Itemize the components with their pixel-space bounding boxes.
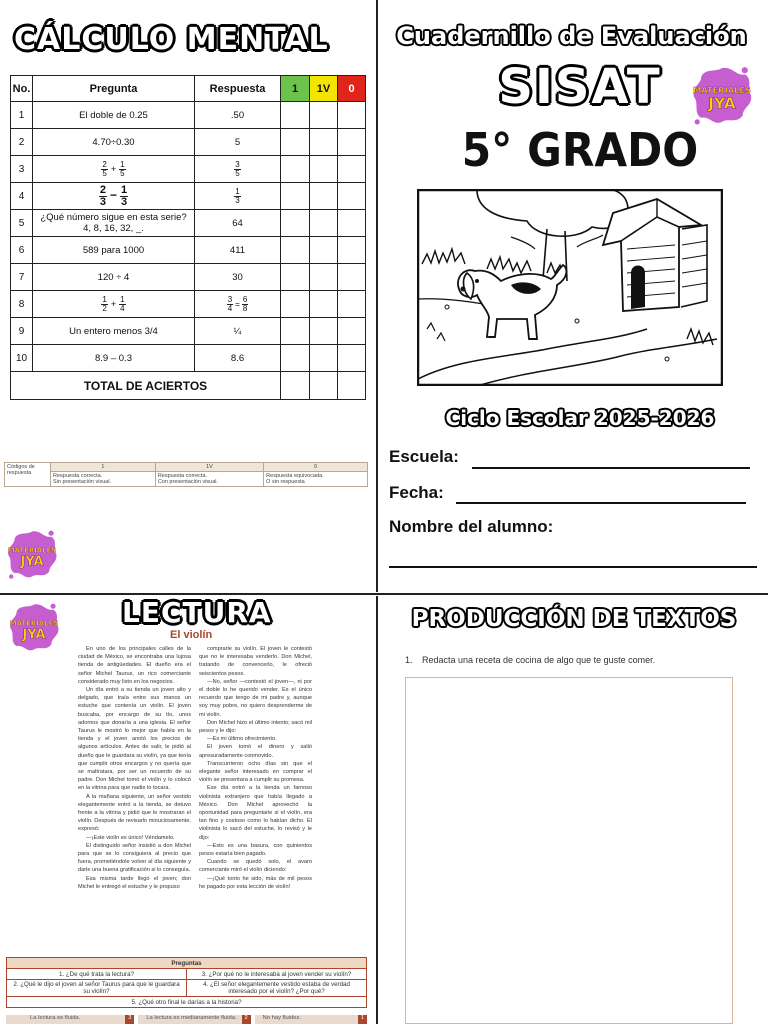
student-name-field[interactable]	[389, 566, 757, 568]
row-answer: 64	[195, 210, 281, 237]
reading-paragraph: El joven tomó el dinero y salió apresuradamente conmovido.	[199, 744, 312, 759]
fluency-option-fluida[interactable]: La lectura es fluida. 3	[6, 1015, 134, 1024]
reading-paragraph: En uno de los principales calles de la ciudad de México, se encontraba una lujosa tienda de antigüedades. El dueño era el señor Michel Taurus, un rico comerciante considerado muy listo en los negocios.	[78, 646, 191, 685]
reading-column-2	[199, 645, 312, 891]
questions-table	[6, 957, 367, 1008]
svg-text:JYA: JYA	[20, 554, 44, 570]
row-answer: $\frac{3}{5}$	[195, 156, 281, 183]
score-cell-0[interactable]	[338, 264, 366, 291]
score-cell-0[interactable]	[338, 291, 366, 318]
reading-paragraph: —¡Este violín es único! Véndamelo.	[86, 834, 175, 841]
header-pregunta: Pregunta	[33, 76, 195, 102]
row-answer: .50	[195, 102, 281, 129]
row-number: 2	[11, 129, 33, 156]
score-cell-1[interactable]	[281, 156, 310, 183]
instruction-text: Redacta una receta de cocina de algo que te guste comer.	[422, 655, 656, 665]
row-answer: ¼	[195, 318, 281, 345]
school-field[interactable]	[472, 467, 750, 469]
calculo-title: CÁLCULO MENTAL	[14, 22, 329, 57]
row-number: 8	[11, 291, 33, 318]
reading-paragraph: —¡Qué tonto he sido, más de mil pesos he pagado por esta lección de violín!	[199, 875, 312, 890]
score-cell-1v[interactable]	[310, 345, 338, 372]
row-number: 1	[11, 102, 33, 129]
svg-text:JYA: JYA	[708, 94, 736, 113]
score-cell-1[interactable]	[281, 183, 310, 210]
total-cell-1v[interactable]	[310, 372, 338, 400]
fluency-row	[6, 1015, 367, 1024]
lectura-title: LECTURA	[122, 596, 272, 629]
jya-logo	[4, 601, 64, 653]
reading-paragraph: —Esto es una basura, con quinientos pesos estaría bien pagado.	[199, 842, 312, 858]
score-cell-1[interactable]	[281, 237, 310, 264]
header-respuesta: Respuesta	[195, 76, 281, 102]
score-cell-1v[interactable]	[310, 102, 338, 129]
code-desc-1: Respuesta correcta. Sin presentación visual.	[51, 472, 156, 487]
score-cell-0[interactable]	[338, 345, 366, 372]
reading-paragraph: comprarle su violín. El joven le contestó que no le interesaba venderlo. Don Michel, tratando de convencerlo, le ofreció seiscientos pesos.	[199, 646, 312, 677]
code-head-1: 1	[51, 463, 156, 472]
code-head-0: 0	[264, 463, 368, 472]
booklet-title: Cuadernillo de Evaluación	[396, 22, 747, 50]
row-answer: $\frac{3}{4}$ = $\frac{6}{8}$	[195, 291, 281, 318]
score-cell-0[interactable]	[338, 129, 366, 156]
questions-title: Preguntas	[7, 958, 367, 969]
row-question: 589 para 1000	[33, 237, 195, 264]
reading-paragraph: Transcurrieron ocho días sin que el elegante señor interesado en comprar el violín se presentara a cumplir su promesa.	[199, 760, 312, 784]
reading-paragraph: Esa misma tarde llegó el joven; don Michel le entregó el estuche y le propuso	[78, 875, 191, 890]
score-cell-0[interactable]	[338, 183, 366, 210]
reading-paragraph: —Es mi último ofrecimiento.	[207, 736, 277, 743]
row-number: 5	[11, 210, 33, 237]
row-answer: $\frac{1}{3}$	[195, 183, 281, 210]
calculo-table	[10, 75, 366, 400]
student-name-label: Nombre del alumno:	[389, 517, 554, 536]
svg-text:JYA: JYA	[22, 627, 46, 643]
calc-row	[11, 345, 366, 372]
code-desc-0: Respuesta equivocada. O sin respuesta	[264, 472, 368, 487]
date-label: Fecha:	[389, 483, 444, 502]
question-3: 3. ¿Por qué no le interesaba al joven vender su violín?	[187, 969, 367, 980]
calc-row	[11, 264, 366, 291]
calc-row	[11, 156, 366, 183]
row-question: $\frac{2}{5}$ + $\frac{1}{5}$	[33, 156, 195, 183]
code-desc-1v: Respuesta correcta. Con presentación visual.	[155, 472, 263, 487]
score-cell-0[interactable]	[338, 102, 366, 129]
vertical-divider-lower	[376, 596, 378, 1024]
svg-text:MATERIALES: MATERIALES	[9, 619, 59, 628]
codes-table	[4, 462, 368, 487]
score-cell-1v[interactable]	[310, 210, 338, 237]
row-answer: 8.6	[195, 345, 281, 372]
row-question: 120 ÷ 4	[33, 264, 195, 291]
score-cell-1v[interactable]	[310, 318, 338, 345]
row-answer: 411	[195, 237, 281, 264]
total-cell-0[interactable]	[338, 372, 366, 400]
calc-row	[11, 237, 366, 264]
score-cell-1v[interactable]	[310, 183, 338, 210]
score-cell-0[interactable]	[338, 237, 366, 264]
score-cell-1v[interactable]	[310, 264, 338, 291]
header-code-1: 1	[281, 76, 310, 102]
calc-row	[11, 291, 366, 318]
score-cell-1v[interactable]	[310, 291, 338, 318]
reading-paragraph: Cuando se quedó solo, el avaro comerciante miró el violín diciendo:	[199, 859, 312, 874]
reading-paragraph: A la mañana siguiente, un señor vestido elegantemente entró a la tienda, se detuvo frente a la vitrina y pidió que le mostraran el violín. Después de revisarlo minuciosamente, expresó:	[78, 793, 191, 833]
code-head-1v: 1V	[155, 463, 263, 472]
score-cell-1[interactable]	[281, 102, 310, 129]
fluency-option-media[interactable]: La lectura es medianamente fluida. 2	[138, 1015, 250, 1024]
score-cell-1v[interactable]	[310, 156, 338, 183]
calc-row	[11, 102, 366, 129]
row-question: ¿Qué número sigue en esta serie? 4, 8, 16, 32, _.	[33, 210, 195, 237]
reading-paragraph: El distinguido señor insistió a don Michel para que se lo consiguiera al precio que fuera, prometiéndole volver al día siguiente y darle una buena gratificación si lo conseguía.	[78, 842, 191, 874]
row-question: Un entero menos 3/4	[33, 318, 195, 345]
row-question: El doble de 0.25	[33, 102, 195, 129]
header-no: No.	[11, 76, 33, 102]
date-field[interactable]	[456, 502, 746, 504]
cycle-title: Ciclo Escolar 2025-2026	[445, 406, 715, 430]
reading-paragraph: Un día entró a su tienda un joven alto y delgado, que traía entre sus manos un estuche que contenía un violín. El joven buscaba, por encargo de su tío, unos adornos que donaría a una iglesia. El señor Taurus le mostró lo mejor que había en la tienda y el joven anotó los precios de algunos artículos. Antes de salir, le pidió al dueño que le guardara su violín, ya que tenía que cumplir otros encargos y no quería que se maltratara, por ser un recuerdo de su padre. Don Michel tomó el violín y lo colocó en la vitrina para que nadie lo tocara.	[78, 687, 191, 792]
question-1: 1. ¿De qué trata la lectura?	[7, 969, 187, 980]
row-question: $\frac{1}{2}$ + $\frac{1}{4}$	[33, 291, 195, 318]
row-question: $\frac{2}{3}$ − $\frac{1}{3}$	[33, 183, 195, 210]
score-cell-1[interactable]	[281, 129, 310, 156]
question-4: 4. ¿El señor elegantemente vestido estaba de verdad interesado por el violín? ¿Por qué?	[187, 980, 367, 997]
row-number: 6	[11, 237, 33, 264]
reading-paragraph: Ese día entró a la tienda un famoso violinista extranjero que había llegado a México. Don Michel aprovechó la oportunidad para preguntarle si el violín, era tan fino y costoso como lo habían dicho. El violinista lo sacó del estuche, lo revisó y le dijo:	[199, 785, 312, 841]
row-question: 4.70÷0.30	[33, 129, 195, 156]
score-cell-0[interactable]	[338, 318, 366, 345]
score-cell-1[interactable]	[281, 291, 310, 318]
row-number: 7	[11, 264, 33, 291]
score-cell-0[interactable]	[338, 156, 366, 183]
score-cell-1[interactable]	[281, 210, 310, 237]
row-number: 3	[11, 156, 33, 183]
produccion-title: PRODUCCIÓN DE TEXTOS	[411, 606, 737, 632]
svg-text:MATERIALES: MATERIALES	[7, 546, 57, 555]
row-number: 10	[11, 345, 33, 372]
row-number: 4	[11, 183, 33, 210]
score-cell-1[interactable]	[281, 318, 310, 345]
vertical-divider	[376, 0, 378, 592]
codes-label: Códigos de respuesta	[5, 463, 51, 487]
writing-area[interactable]	[405, 677, 733, 1024]
school-label: Escuela:	[389, 447, 459, 466]
horizontal-divider	[0, 593, 768, 595]
calc-row	[11, 129, 366, 156]
dog-house-picture	[417, 189, 723, 386]
grade-title: 5° GRADO	[461, 123, 699, 177]
score-cell-1v[interactable]	[310, 237, 338, 264]
row-answer: 5	[195, 129, 281, 156]
fluency-option-no[interactable]: No hay fluidez. 1	[255, 1015, 367, 1024]
question-5: 5. ¿Qué otro final le darías a la historia?	[7, 997, 367, 1008]
total-aciertos-label: TOTAL DE ACIERTOS	[11, 372, 281, 400]
story-title: El violín	[170, 629, 213, 641]
header-code-0: 0	[338, 76, 366, 102]
score-cell-1v[interactable]	[310, 129, 338, 156]
header-code-1v: 1V	[310, 76, 338, 102]
row-number: 9	[11, 318, 33, 345]
row-question: 8.9 – 0.3	[33, 345, 195, 372]
sisat-title: SISAT	[498, 59, 662, 115]
total-cell-1[interactable]	[281, 372, 310, 400]
svg-text:MATERIALES: MATERIALES	[693, 84, 751, 95]
score-cell-1[interactable]	[281, 264, 310, 291]
score-cell-1[interactable]	[281, 345, 310, 372]
calc-row	[11, 318, 366, 345]
calc-row	[11, 210, 366, 237]
jya-logo	[2, 528, 62, 580]
score-cell-0[interactable]	[338, 210, 366, 237]
reading-paragraph: —No, señor —contestó el joven—, ni por el doble lo he querido vender. Es el único recuerdo que tengo de mi padre y, aunque soy muy pobre, no quiero desprenderme de mi violín.	[199, 678, 312, 718]
row-answer: 30	[195, 264, 281, 291]
calc-row	[11, 183, 366, 210]
instruction-number: 1.	[405, 655, 413, 665]
reading-column-1	[78, 645, 191, 891]
question-2: 2. ¿Qué le dijo el joven al señor Taurus para que le guardara su violín?	[7, 980, 187, 997]
reading-paragraph: Don Michel hizo el último intento; sacó mil pesos y le dijo:	[199, 719, 312, 735]
